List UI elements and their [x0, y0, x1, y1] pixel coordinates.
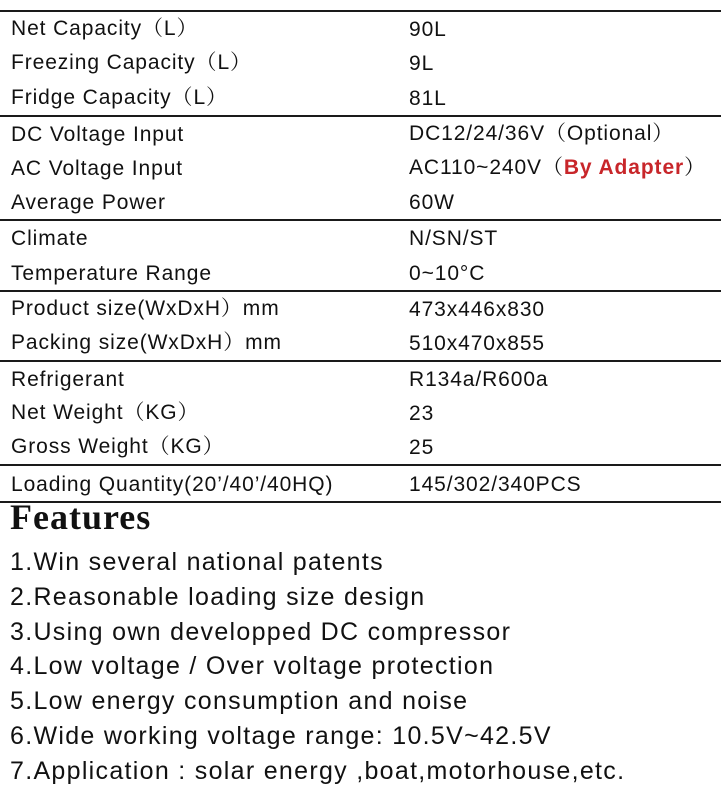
spec-group-weight	[0, 360, 721, 465]
spec-row-temperature-range	[0, 255, 721, 289]
feature-item: 5.Low energy consumption and noise	[10, 687, 469, 716]
spec-label: Product size(WxDxH）mm	[11, 296, 280, 320]
spec-value	[409, 151, 706, 181]
spec-value: 81L	[409, 86, 447, 110]
spec-label: DC Voltage Input	[11, 122, 185, 146]
spec-label: Packing size(WxDxH）mm	[11, 330, 282, 354]
spec-label: AC Voltage Input	[11, 156, 184, 180]
spec-label: Loading Quantity(20’/40’/40HQ)	[11, 472, 334, 496]
spec-row-refrigerant	[0, 362, 721, 396]
feature-item: 7.Application : solar energy ,boat,motorhouse,etc.	[10, 756, 626, 785]
spec-row-packing-size	[0, 326, 721, 360]
spec-value-main: AC110~240V（	[409, 155, 564, 179]
spec-label: Refrigerant	[11, 368, 125, 392]
spec-row-ac-voltage	[0, 151, 721, 185]
spec-row-gross-weight	[0, 430, 721, 464]
spec-value: 23	[409, 402, 435, 426]
spec-value: 9L	[409, 52, 435, 76]
features-list	[10, 545, 625, 789]
spec-group-size	[0, 290, 721, 360]
feature-item: 4.Low voltage / Over voltage protection	[10, 652, 495, 681]
spec-label: Net Weight（KG）	[11, 401, 200, 425]
spec-row-net-weight	[0, 396, 721, 430]
spec-value: R134a/R600a	[409, 368, 549, 392]
spec-value: 510x470x855	[409, 331, 546, 355]
feature-item: 2.Reasonable loading size design	[10, 582, 426, 611]
spec-row-net-capacity	[0, 12, 721, 46]
spec-label: Freezing Capacity（L）	[11, 51, 252, 75]
spec-group-power	[0, 115, 721, 220]
spec-group-capacity	[0, 10, 721, 115]
spec-value-accent: By Adapter	[563, 155, 685, 179]
spec-value: 25	[409, 436, 435, 460]
feature-item: 1.Win several national patents	[10, 548, 384, 576]
spec-label: Climate	[11, 227, 89, 251]
spec-label: Average Power	[11, 191, 166, 215]
spec-value: DC12/24/36V（Optional）	[409, 121, 675, 145]
spec-row-freezing-capacity	[0, 46, 721, 80]
spec-value: 145/302/340PCS	[409, 472, 582, 496]
spec-value: 0~10°C	[409, 261, 486, 285]
spec-group-climate	[0, 219, 721, 289]
spec-row-dc-voltage	[0, 117, 721, 151]
spec-row-fridge-capacity	[0, 80, 721, 114]
feature-item: 6.Wide working voltage range: 10.5V~42.5V	[10, 721, 552, 750]
spec-row-climate	[0, 221, 721, 255]
feature-item: 3.Using own developped DC compressor	[10, 617, 512, 646]
spec-row-average-power	[0, 185, 721, 219]
spec-value: 90L	[409, 18, 447, 42]
spec-label: Temperature Range	[11, 261, 212, 285]
spec-table	[0, 10, 721, 503]
spec-label: Gross Weight（KG）	[11, 435, 225, 459]
spec-label: Fridge Capacity（L）	[11, 85, 228, 109]
spec-label: Net Capacity（L）	[11, 17, 199, 41]
spec-value: 473x446x830	[409, 297, 546, 321]
spec-value: 60W	[409, 191, 455, 215]
spec-value-suffix: ）	[684, 155, 707, 179]
spec-row-product-size	[0, 292, 721, 326]
spec-value: N/SN/ST	[409, 227, 499, 251]
features-title: Features	[10, 497, 152, 537]
